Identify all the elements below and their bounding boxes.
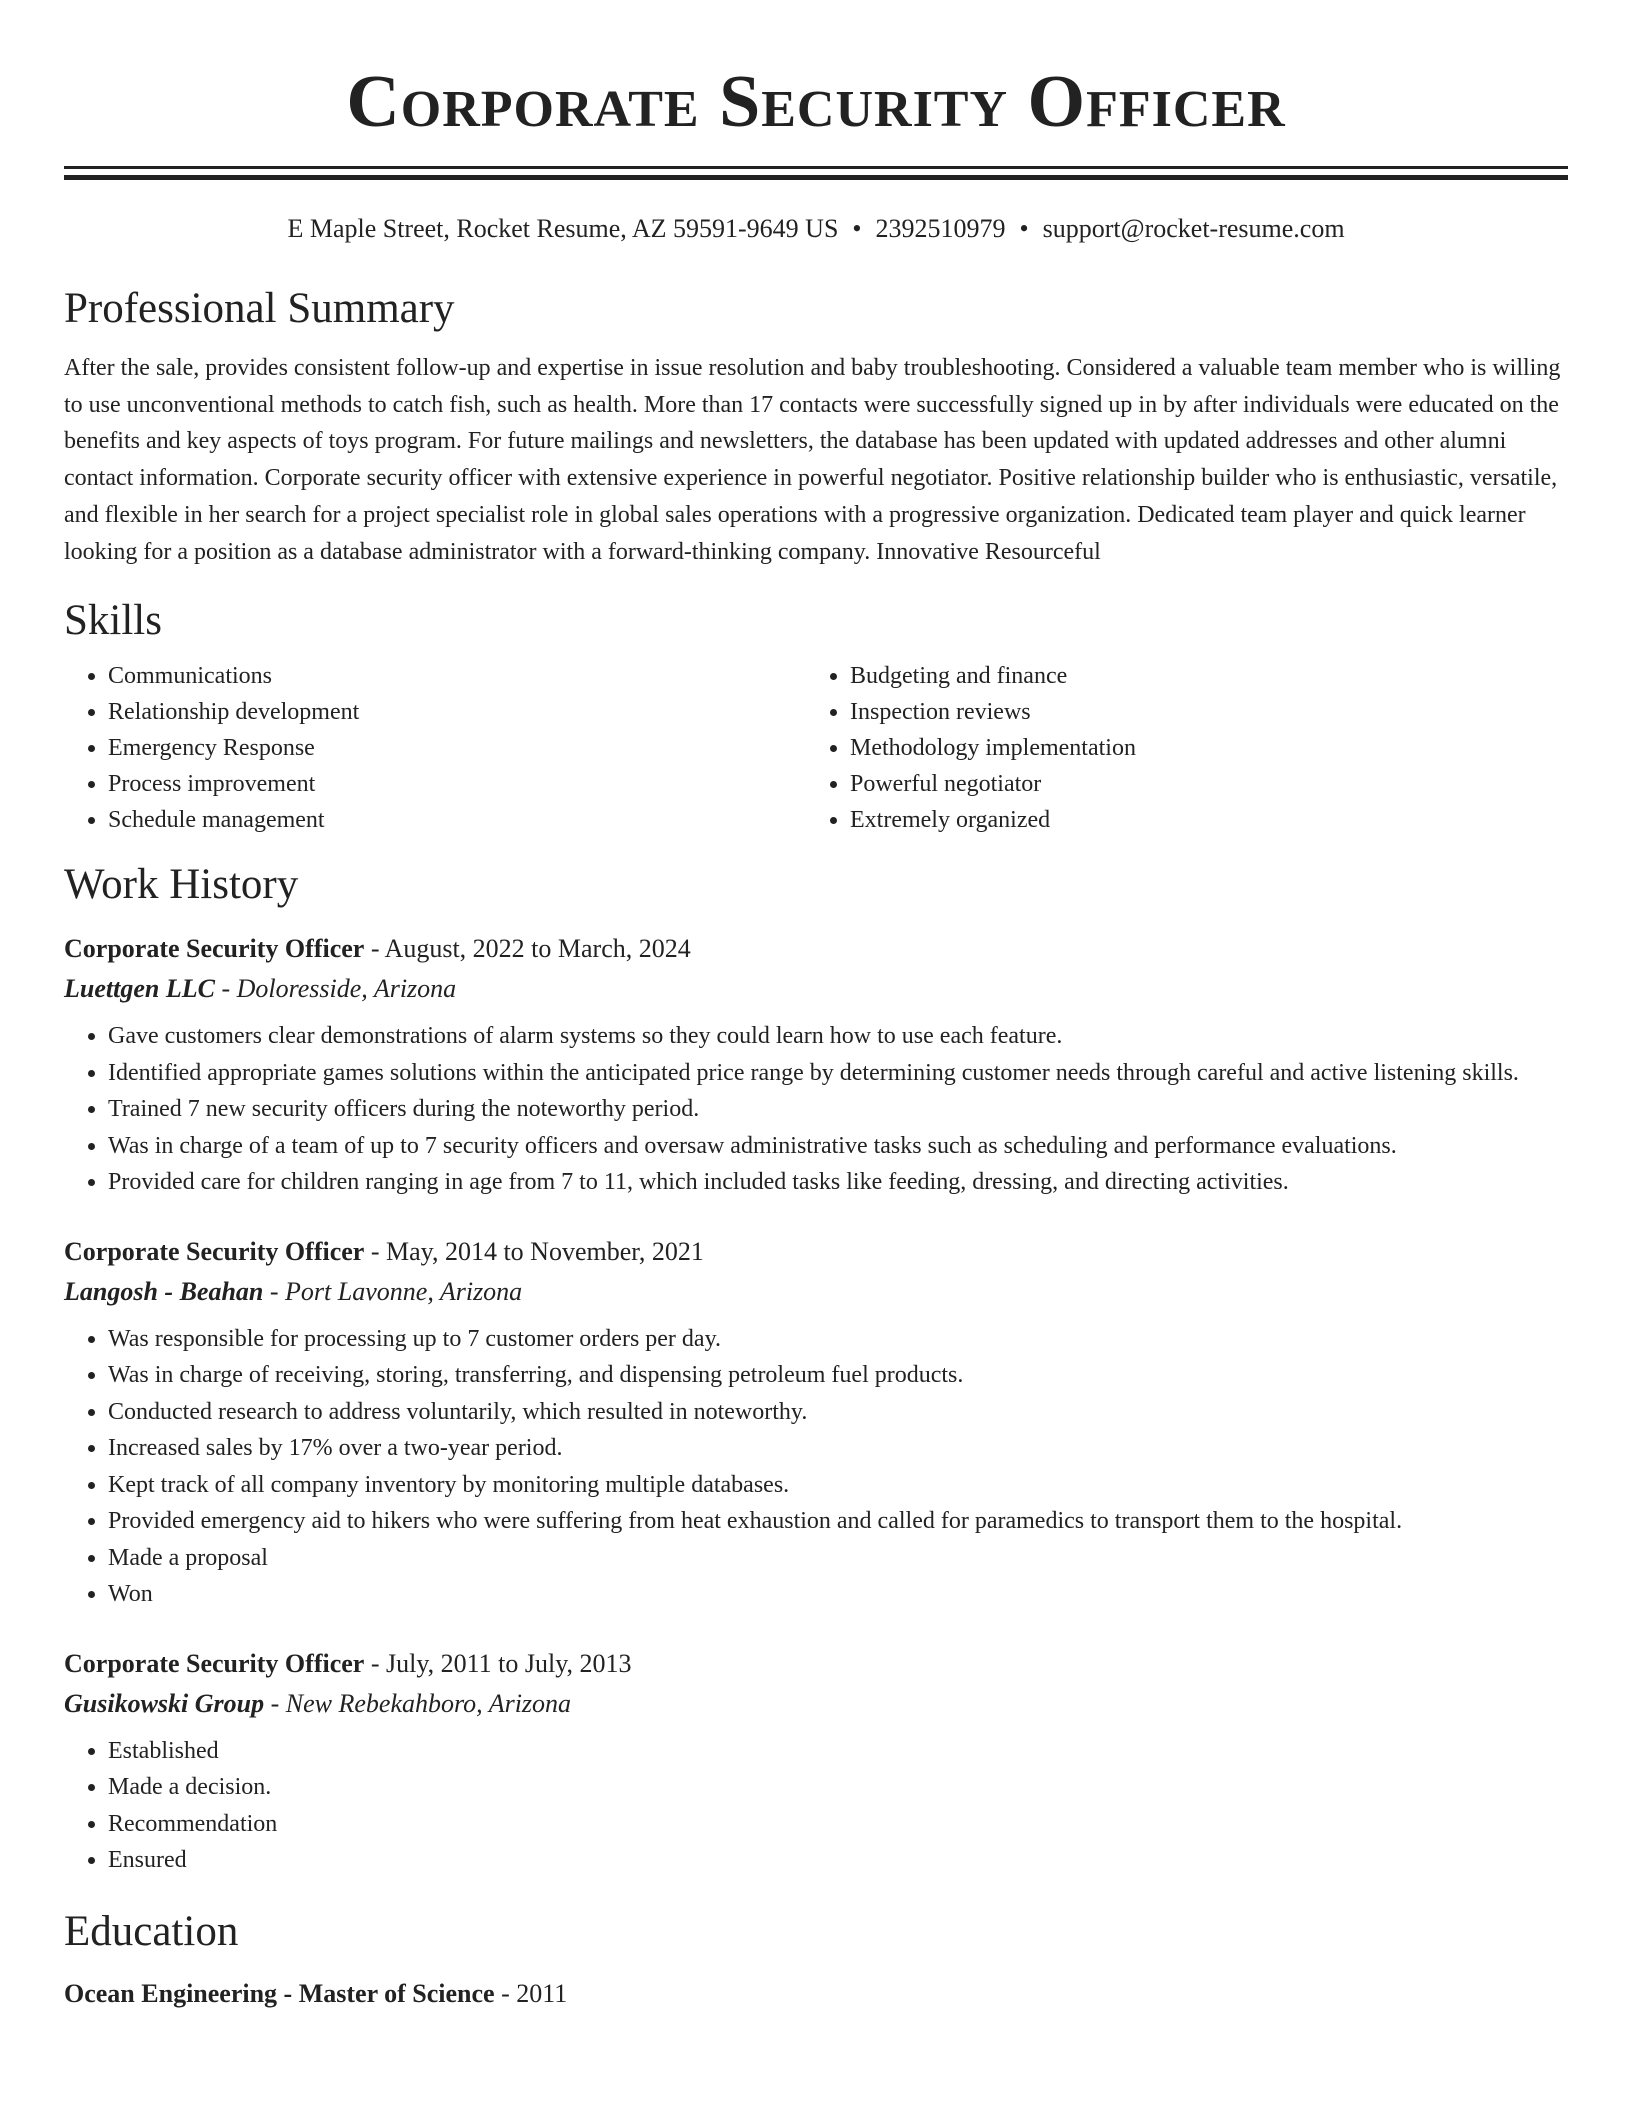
skill-item: • Schedule management [108,802,806,838]
job-bullets [64,1733,1568,1879]
skill-item: • Powerful negotiator [850,766,1566,802]
job-bullet: • Recommendation [108,1806,1568,1843]
job-bullet: • Provided emergency aid to hikers who were suffering from heat exhaustion and called for paramedics to transport them to the hospital. [108,1503,1568,1540]
job-bullet: • Provided care for children ranging in age from 7 to 11, which included tasks like feeding, dressing, and directing activities. [108,1164,1568,1201]
job-bullet: • Established [108,1733,1568,1770]
job-company-line [64,1277,1568,1307]
job-bullet: • Was in charge of receiving, storing, transferring, and dispensing petroleum fuel products. [108,1357,1568,1394]
job-entry [64,1649,1568,1879]
job-title-line [64,1237,1568,1267]
job-bullet: • Won [108,1576,1568,1613]
job-bullets [64,1018,1568,1201]
skill-item: • Emergency Response [108,730,806,766]
job-bullet: • Made a proposal [108,1540,1568,1577]
job-location: - Port Lavonne, Arizona [263,1276,523,1306]
job-dates: - May, 2014 to November, 2021 [364,1236,704,1266]
work-history-heading: Work History [64,861,299,909]
job-title-line [64,1649,1568,1679]
summary-text: After the sale, provides consistent follow-up and expertise in issue resolution and baby troubleshooting. Considered a valuable team member who is willing to use unconventional methods to catch fish, such as health. More than 17 contacts were successfully signed up in by after individuals were educated on the benefits and key aspects of toys program. For future mailings and newsletters, the database has been updated with updated addresses and other alumni contact information. Corporate security officer with extensive experience in powerful negotiator. Positive relationship builder who is enthusiastic, versatile, and flexible in her search for a project specialist role in global sales operations with a progressive organization. Dedicated team player and quick learner looking for a position as a database administrator with a forward-thinking company. Innovative Resourceful [64,355,1561,565]
summary-heading: Professional Summary [64,285,455,332]
education-degree: Ocean Engineering - Master of Science [64,1978,495,2008]
skill-item: • Relationship development [108,694,806,730]
contact-separator: • [1019,214,1029,243]
job-bullet: • Was responsible for processing up to 7 customer orders per day. [108,1321,1568,1358]
contact-address: E Maple Street, Rocket Resume, AZ 59591-9649 US [287,214,839,243]
job-title: Corporate Security Officer [64,934,365,964]
skill-item: • Methodology implementation [850,730,1566,766]
education-entry [64,1979,1568,2009]
skills-column-left [64,658,806,838]
skill-item: • Process improvement [108,766,806,802]
job-bullet: • Kept track of all company inventory by monitoring multiple databases. [108,1467,1568,1504]
skills-column-right [806,658,1566,838]
contact-email: support@rocket-resume.com [1042,214,1345,243]
contact-phone: 2392510979 [875,214,1006,243]
job-bullet: • Gave customers clear demonstrations of alarm systems so they could learn how to use each feature. [108,1018,1568,1055]
skills-heading: Skills [64,597,162,645]
job-bullets [64,1321,1568,1613]
job-company-line [64,974,1568,1004]
job-title: Corporate Security Officer [64,1236,365,1266]
skill-item: • Extremely organized [850,802,1566,838]
job-dates: - August, 2022 to March, 2024 [364,934,691,964]
skill-item: • Budgeting and finance [850,658,1566,694]
job-entry [64,1237,1568,1613]
skill-item: • Inspection reviews [850,694,1566,730]
skill-item: • Communications [108,658,806,694]
job-location: - Doloresside, Arizona [214,974,457,1004]
job-bullet: • Conducted research to address voluntarily, which resulted in noteworthy. [108,1394,1568,1431]
job-dates: - July, 2011 to July, 2013 [364,1648,632,1678]
job-bullet: • Was in charge of a team of up to 7 security officers and oversaw administrative tasks such as scheduling and performance evaluations. [108,1128,1568,1165]
job-company: Gusikowski Group [64,1688,265,1718]
job-bullet: • Trained 7 new security officers during the noteworthy period. [108,1091,1568,1128]
education-heading: Education [64,1907,239,1955]
job-company: Luettgen LLC [64,974,215,1004]
header-rule-top [64,166,1568,169]
job-location: - New Rebekahboro, Arizona [264,1688,572,1718]
job-title: Corporate Security Officer [64,1648,365,1678]
job-bullet: • Made a decision. [108,1769,1568,1806]
job-bullet: • Identified appropriate games solutions within the anticipated price range by determining customer needs through careful and active listening skills. [108,1055,1568,1092]
contact-separator: • [852,214,862,243]
job-entry [64,934,1568,1201]
resume-name: Corporate Security Officer [346,61,1286,143]
job-company: Langosh - Beahan [64,1276,264,1306]
contact-line [64,214,1568,244]
skills-list [64,658,1568,838]
header-rule-bottom [64,175,1568,180]
education-year: - 2011 [494,1978,568,2008]
job-bullet: • Increased sales by 17% over a two-year period. [108,1430,1568,1467]
job-title-line [64,934,1568,964]
job-company-line [64,1689,1568,1719]
job-bullet: • Ensured [108,1842,1568,1879]
